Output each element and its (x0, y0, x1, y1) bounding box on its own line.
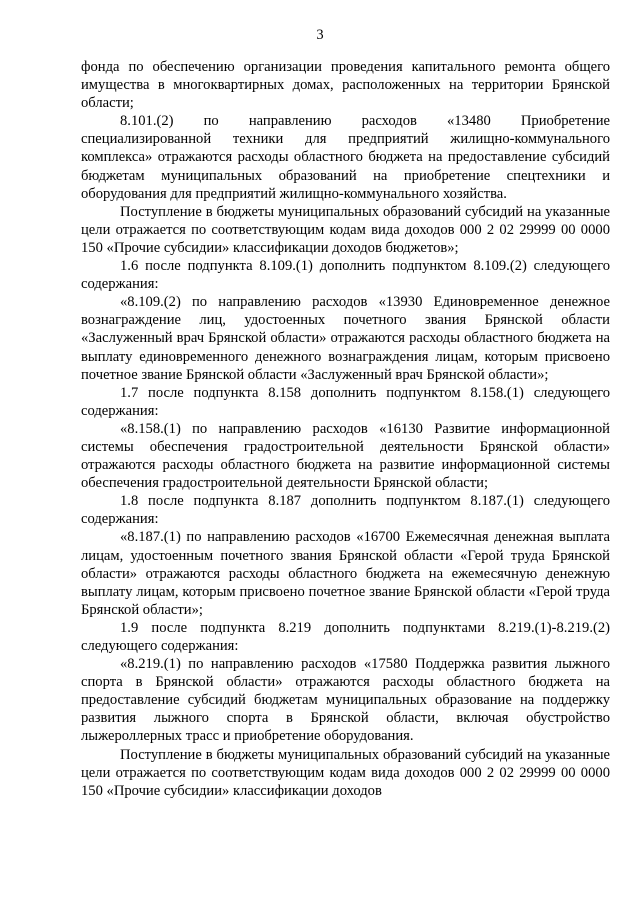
paragraph-8-158-1: «8.158.(1) по направлению расходов «16130 Развитие информационной системы обеспечения градостроительной деятельности Брянской области» отражаются расходы областного бюджета на развитие информационной системы обеспечения градостроительной деятельности Брянской области; (81, 420, 610, 492)
paragraph-item-1-9: 1.9 после подпункта 8.219 дополнить подпунктами 8.219.(1)-8.219.(2) следующего содержания: (81, 619, 610, 654)
paragraph-subsidy-income-1: Поступление в бюджеты муниципальных образований субсидий на указанные цели отражается по соответствующим кодам вида доходов 000 2 02 29999 00 0000 150 «Прочие субсидии» классификации доходов бюджетов»; (81, 203, 610, 256)
document-body (81, 58, 610, 800)
paragraph-8-187-1: «8.187.(1) по направлению расходов «16700 Ежемесячная денежная выплата лицам, удостоенным почетного звания Брянской области «Герой труда Брянской области» отражаются расходы областного бюджета на ежемесячную денежную выплату лицам, которым присвоено почетное звание Брянской области «Герой труда Брянской области»; (81, 529, 610, 618)
paragraph-8-109-2: «8.109.(2) по направлению расходов «13930 Единовременное денежное вознаграждение лиц, удостоенных почетного звания Брянской области «Заслуженный врач Брянской области» отражаются расходы областного бюджета на выплату единовременного денежного вознаграждения лицам, которым присвоено почетное звание Брянской области «Заслуженный врач Брянской области»; (81, 294, 610, 383)
paragraph-item-1-6: 1.6 после подпункта 8.109.(1) дополнить подпунктом 8.109.(2) следующего содержания: (81, 258, 610, 293)
paragraph-8-101-2: 8.101.(2) по направлению расходов «13480 Приобретение специализированной техники для предприятий жилищно-коммунального комплекса» отражаются расходы областного бюджета на предоставление субсидий бюджетам муниципальных образований на приобретение спецтехники и оборудования для предприятий жилищно-коммунального хозяйства. (81, 113, 610, 202)
paragraph-item-1-7: 1.7 после подпункта 8.158 дополнить подпунктом 8.158.(1) следующего содержания: (81, 384, 610, 419)
paragraph-8-219-1: «8.219.(1) по направлению расходов «17580 Поддержка развития лыжного спорта в Брянской области» отражаются расходы областного бюджета на предоставление субсидий бюджетам муниципальных образование на поддержку развития лыжного спорта в Брянской области, включая обустройство лыжероллерных трасс и приобретение оборудования. (81, 656, 610, 745)
paragraph-item-1-8: 1.8 после подпункта 8.187 дополнить подпунктом 8.187.(1) следующего содержания: (81, 493, 610, 528)
paragraph-continuation: фонда по обеспечению организации проведения капитального ремонта общего имущества в многоквартирных домах, расположенных на территории Брянской области; (81, 59, 610, 112)
page-number: 3 (316, 27, 324, 43)
paragraph-subsidy-income-2: Поступление в бюджеты муниципальных образований субсидий на указанные цели отражается по соответствующим кодам вида доходов 000 2 02 29999 00 0000 150 «Прочие субсидии» классификации доходов (81, 746, 610, 799)
